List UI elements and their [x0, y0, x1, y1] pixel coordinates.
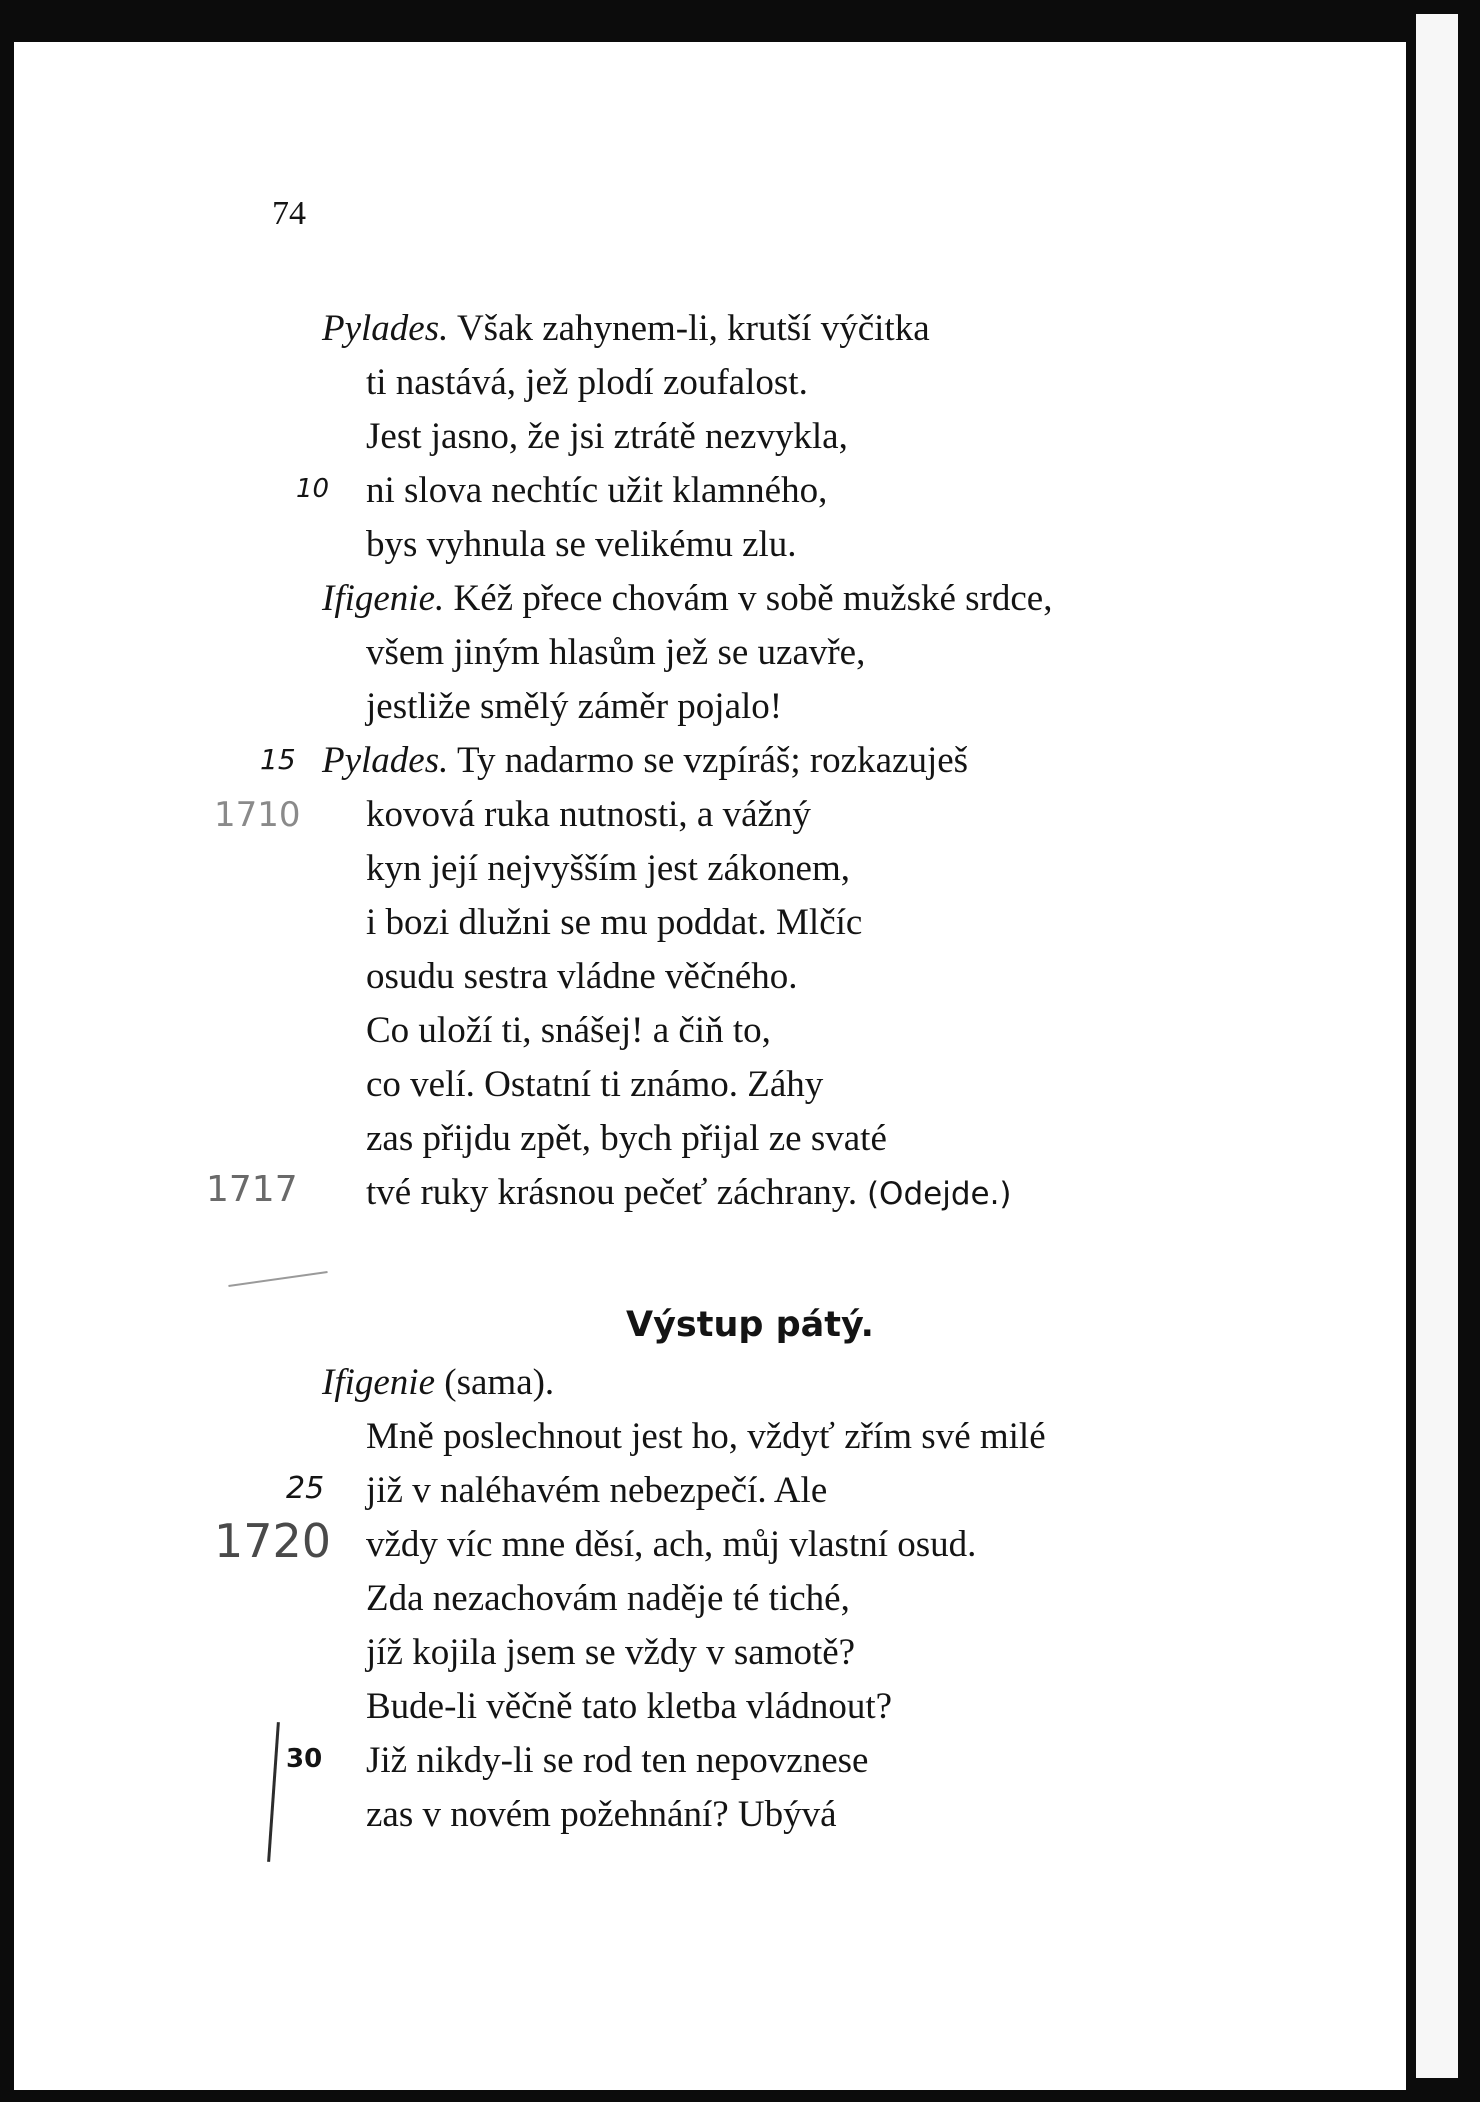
verse-line — [366, 634, 865, 671]
margin-note-line-number: 30 — [286, 1744, 323, 1774]
pencil-underline-mark — [228, 1271, 327, 1287]
verse-text: Zda nezachovám naděje té tiché, — [366, 1578, 850, 1619]
margin-note-verse-number: 1720 — [214, 1514, 332, 1568]
verse-line — [366, 418, 848, 455]
verse-text: ti nastává, jež plodí zoufalost. — [366, 362, 808, 403]
verse-text: osudu sestra vládne věčného. — [366, 956, 798, 997]
speaker-name: Pylades. — [322, 308, 449, 349]
verse-line — [322, 742, 968, 779]
verse-line — [366, 1688, 892, 1725]
verse-line — [366, 526, 797, 563]
verse-line — [366, 1472, 827, 1509]
verse-line — [366, 1120, 887, 1157]
verse-line — [366, 850, 850, 887]
speaker-name: Ifigenie. — [322, 578, 445, 619]
verse-text: zas v novém požehnání? Ubývá — [366, 1794, 837, 1835]
verse-line — [366, 958, 798, 995]
verse-line — [322, 1364, 554, 1401]
page-number: 74 — [272, 195, 306, 232]
verse-text: i bozi dlužni se mu poddat. Mlčíc — [366, 902, 863, 943]
speaker-name: Pylades. — [322, 740, 449, 781]
verse-line — [366, 1066, 823, 1103]
verse-text: Bude-li věčně tato kletba vládnout? — [366, 1686, 893, 1727]
verse-line — [366, 1526, 976, 1563]
verse-text: Mně poslechnout jest ho, vždyť zřím své milé — [366, 1416, 1046, 1457]
verse-text: bys vyhnula se velikému zlu. — [366, 524, 797, 565]
margin-note-verse-number: 1717 — [206, 1169, 298, 1210]
verse-text: kovová ruka nutnosti, a vážný — [366, 794, 811, 835]
verse-line — [322, 310, 930, 347]
verse-line — [366, 1580, 850, 1617]
verse-text: ni slova nechtíc užit klamného, — [366, 470, 828, 511]
stage-direction: (Odejde.) — [857, 1176, 1012, 1212]
verse-text: Již nikdy-li se rod ten nepovznese — [366, 1740, 869, 1781]
verse-line — [366, 796, 811, 833]
verse-text: jestliže smělý záměr pojalo! — [366, 686, 783, 727]
margin-note-line-number: 15 — [260, 743, 296, 776]
stage-direction: (sama). — [435, 1362, 555, 1403]
verse-text: všem jiným hlasům jež se uzavře, — [366, 632, 866, 673]
verse-text: jíž kojila jsem se vždy v samotě? — [366, 1632, 856, 1673]
verse-text: tvé ruky krásnou pečeť záchrany. — [366, 1172, 858, 1213]
verse-line — [322, 580, 1052, 617]
verse-line — [366, 1418, 1046, 1455]
margin-note-verse-number: 1710 — [214, 795, 301, 835]
verse-text: Jest jasno, že jsi ztrátě nezvykla, — [366, 416, 848, 457]
verse-line — [366, 1634, 855, 1671]
verse-text: Kéž přece chovám v sobě mužské srdce, — [444, 578, 1053, 619]
verse-text: již v naléhavém nebezpečí. Ale — [366, 1470, 828, 1511]
verse-text: kyn její nejvyšším jest zákonem, — [366, 848, 850, 889]
verse-line — [366, 1174, 1012, 1211]
verse-line — [366, 1796, 837, 1833]
verse-text: Ty nadarmo se vzpíráš; rozkazuješ — [448, 740, 969, 781]
verse-line — [366, 364, 808, 401]
book-page — [14, 42, 1406, 2090]
margin-note-line-number: 25 — [286, 1471, 325, 1506]
adjacent-page-edge — [1416, 14, 1458, 2078]
verse-line — [366, 904, 862, 941]
verse-text: co velí. Ostatní ti známo. Záhy — [366, 1064, 824, 1105]
verse-line — [366, 688, 782, 725]
verse-text: zas přijdu zpět, bych přijal ze svaté — [366, 1118, 887, 1159]
verse-line — [366, 1742, 868, 1779]
pencil-bracket-mark — [267, 1722, 280, 1862]
scene-heading: Výstup pátý. — [626, 1305, 874, 1345]
verse-line — [366, 472, 827, 509]
speaker-name: Ifigenie — [322, 1362, 436, 1403]
verse-text: vždy víc mne děsí, ach, můj vlastní osud. — [366, 1524, 977, 1565]
verse-text: Však zahynem-li, krutší výčitka — [448, 308, 930, 349]
margin-note-line-number: 10 — [296, 474, 330, 504]
verse-text: Co uloží ti, snášej! a čiň to, — [366, 1010, 771, 1051]
verse-line — [366, 1012, 771, 1049]
